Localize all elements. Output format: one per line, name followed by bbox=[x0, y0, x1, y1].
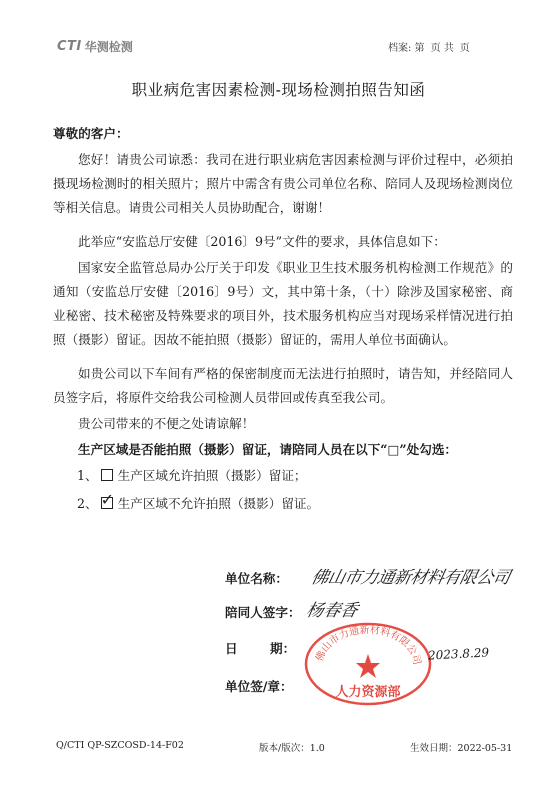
effective-date: 生效日期：2022-05-31 bbox=[410, 743, 513, 754]
paragraph-confidential: 如贵公司以下车间有严格的保密制度而无法进行拍照时，请告知，并经陪同人员签字后，将原件交给我公司检测人员带回或传真至我公司。 bbox=[53, 366, 513, 405]
date-label-period: 期： bbox=[270, 641, 296, 656]
date-label-day: 日 bbox=[225, 641, 238, 656]
archive-label: 档案: 第 bbox=[388, 43, 425, 54]
document-version: 版本/版次：1.0 bbox=[259, 743, 325, 754]
option-checkbox-disallow[interactable] bbox=[100, 489, 115, 509]
cti-logo bbox=[57, 38, 133, 55]
document-code: Q/CTI QP-SZCOSD-14-F02 bbox=[56, 740, 184, 751]
unit-seal-label: 单位签/章： bbox=[225, 679, 293, 694]
paragraph-instruction: 生产区域是否能拍照（摄影）留证，请陪同人员在以下“□”处勾选： bbox=[78, 442, 458, 457]
red-company-seal bbox=[302, 618, 434, 706]
paragraph-intro: 您好！请贵公司谅悉：我司在进行职业病危害因素检测与评价过程中，必须拍摄现场检测时的相关照片；照片中需含有贵公司单位名称、陪同人及现场检测岗位等相关信息。请贵公司相关人员协助配合，谢谢！ bbox=[53, 152, 513, 215]
greeting: 尊敬的客户： bbox=[53, 126, 129, 141]
checkmark-icon: ✓ bbox=[100, 489, 115, 509]
option-allow bbox=[77, 465, 307, 484]
option-disallow bbox=[77, 489, 320, 512]
logo-latin: CTI bbox=[57, 39, 82, 54]
option-number: 1、 bbox=[77, 468, 98, 483]
logo-chinese: 华测检测 bbox=[84, 40, 133, 54]
unit-name-label: 单位名称： bbox=[225, 571, 288, 586]
stamp-ring-text: 佛山市力通新材料有限公司 bbox=[314, 624, 423, 666]
option-number: 2、 bbox=[77, 496, 98, 511]
handwritten-date: 2023.8.29 bbox=[427, 645, 490, 663]
archive-page-info bbox=[388, 39, 470, 54]
escort-signature-label: 陪同人签字： bbox=[225, 605, 301, 620]
archive-pages-end: 页 bbox=[459, 43, 470, 54]
option-label: 生产区域允许拍照（摄影）留证； bbox=[117, 468, 307, 483]
paragraph-apology: 贵公司带来的不便之处请谅解！ bbox=[78, 416, 255, 431]
handwritten-unit-name: 佛山市力通新材料有限公司 bbox=[309, 568, 512, 588]
document-title: 职业病危害因素检测-现场检测拍照告知函 bbox=[131, 81, 426, 99]
stamp-star-icon bbox=[356, 654, 380, 678]
paragraph-basis: 此举应“安监总厅安健〔2016〕9号”文件的要求，具体信息如下： bbox=[78, 234, 446, 249]
option-checkbox-allow[interactable] bbox=[101, 469, 113, 481]
stamp-department-text: 人力资源部 bbox=[335, 685, 401, 700]
paragraph-regulation: 国家安全监管总局办公厅关于印发《职业卫生技术服务机构检测工作规范》的通知（安监总厅安健〔2016〕9号）文，其中第十条，（十）除涉及国家秘密、商业秘密、技术秘密及特殊要求的项目外，技术服务机构应当对现场采样情况进行拍照（摄影）留证。因故不能拍照（摄影）留证的，需用人单位书面确认。 bbox=[53, 260, 513, 347]
archive-pages-label: 页 共 bbox=[430, 43, 454, 54]
handwritten-escort-signature: 杨春香 bbox=[304, 601, 360, 621]
option-label: 生产区域不允许拍照（摄影）留证。 bbox=[117, 496, 320, 511]
